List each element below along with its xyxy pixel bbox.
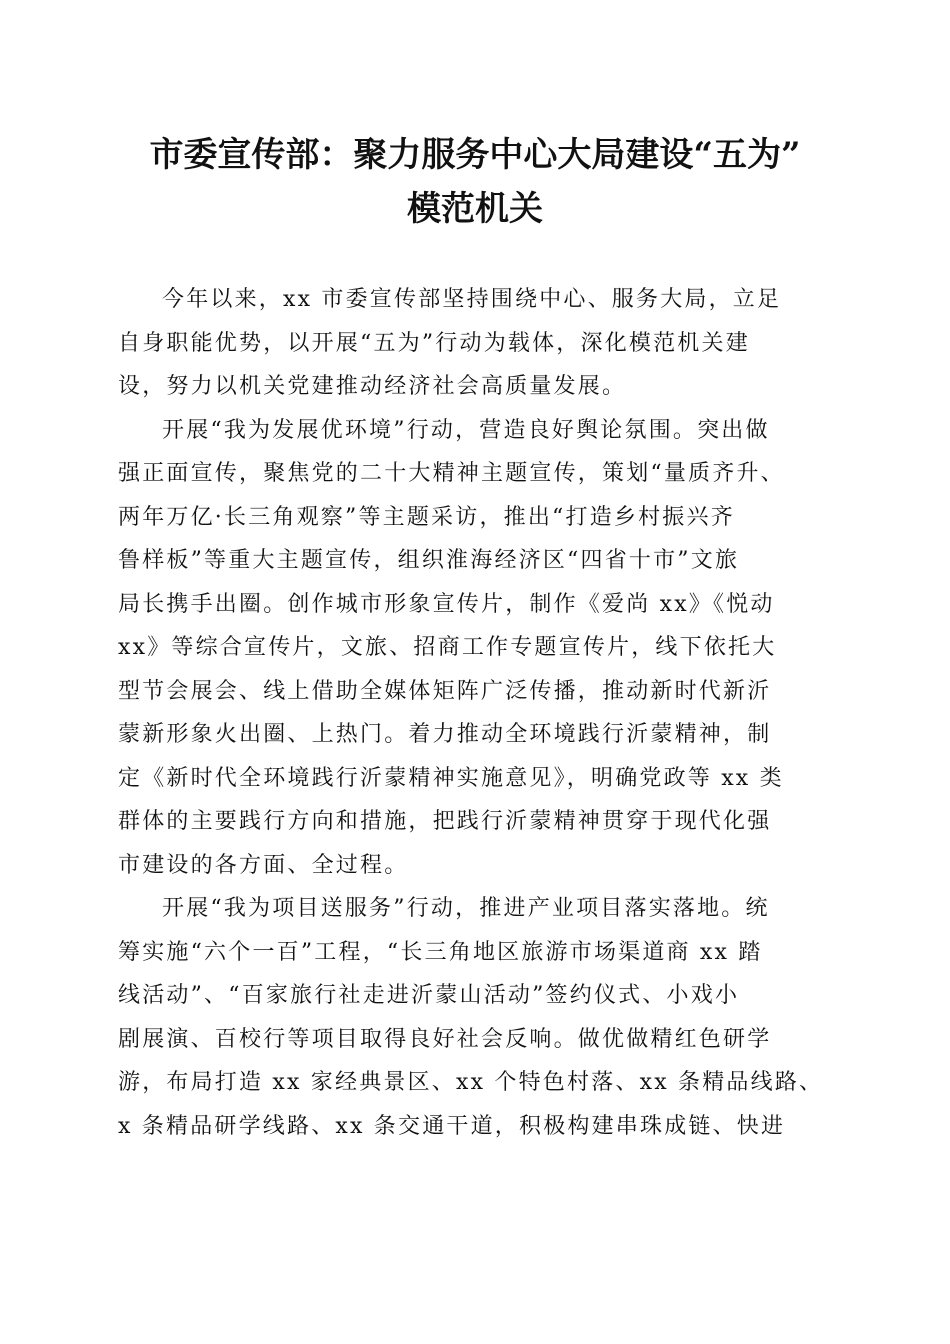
paragraph-line: 定《新时代全环境践行沂蒙精神实施意见》，明确党政等 xx 类 bbox=[118, 765, 784, 791]
paragraph-line: 游，布局打造 xx 家经典景区、xx 个特色村落、xx 条精品线路、 bbox=[118, 1070, 824, 1095]
paragraph-line: 自身职能优势，以开展“五为”行动为载体，深化模范机关建 bbox=[118, 330, 750, 356]
paragraph-line: 筹实施“六个一百”工程，“长三角地区旅游市场渠道商 xx 踏 bbox=[118, 939, 763, 965]
paragraph-line: 强正面宣传，聚焦党的二十大精神主题宣传，策划“量质齐升、 bbox=[118, 461, 785, 486]
paragraph-line: x 条精品研学线路、xx 条交通干道，积极构建串珠成链、快进 bbox=[118, 1113, 786, 1139]
paragraph-line: 局长携手出圈。创作城市形象宣传片，制作《爱尚 xx》《悦动 bbox=[118, 591, 775, 617]
document-title bbox=[100, 128, 850, 236]
paragraph-line: 今年以来，xx 市委宣传部坚持围绕中心、服务大局，立足 bbox=[162, 287, 782, 312]
paragraph-line: 两年万亿·长三角观察”等主题采访，推出“打造乡村振兴齐 bbox=[118, 504, 735, 530]
document-body bbox=[118, 278, 830, 1148]
paragraph-line: 群体的主要践行方向和措施，把践行沂蒙精神贯穿于现代化强 bbox=[118, 809, 772, 834]
paragraph-line: 市建设的各方面、全过程。 bbox=[118, 852, 409, 878]
title-line-2: 模范机关 bbox=[407, 189, 543, 229]
paragraph-line: 型节会展会、线上借助全媒体矩阵广泛传播，推动新时代新沂 bbox=[118, 678, 772, 704]
paragraph-line: 线活动”、“百家旅行社走进沂蒙山活动”签约仪式、小戏小 bbox=[118, 983, 740, 1008]
paragraph-environment bbox=[118, 409, 830, 888]
paragraph-projects bbox=[118, 887, 830, 1148]
paragraph-line: 开展“我为发展优环境”行动，营造良好舆论氛围。突出做 bbox=[162, 417, 770, 443]
paragraph-line: xx》等综合宣传片，文旅、招商工作专题宣传片，线下依托大 bbox=[118, 635, 777, 660]
paragraph-line: 设，努力以机关党建推动经济社会高质量发展。 bbox=[118, 374, 627, 399]
paragraph-line: 剧展演、百校行等项目取得良好社会反响。做优做精红色研学 bbox=[118, 1026, 772, 1052]
paragraph-line: 开展“我为项目送服务”行动，推进产业项目落实落地。统 bbox=[162, 896, 770, 921]
title-line-1: 市委宣传部：聚力服务中心大局建设“五为” bbox=[149, 135, 801, 175]
paragraph-line: 鲁样板”等重大主题宣传，组织淮海经济区“四省十市”文旅 bbox=[118, 548, 740, 573]
paragraph-line: 蒙新形象火出圈、上热门。着力推动全环境践行沂蒙精神，制 bbox=[118, 722, 772, 747]
paragraph-intro bbox=[118, 278, 830, 409]
